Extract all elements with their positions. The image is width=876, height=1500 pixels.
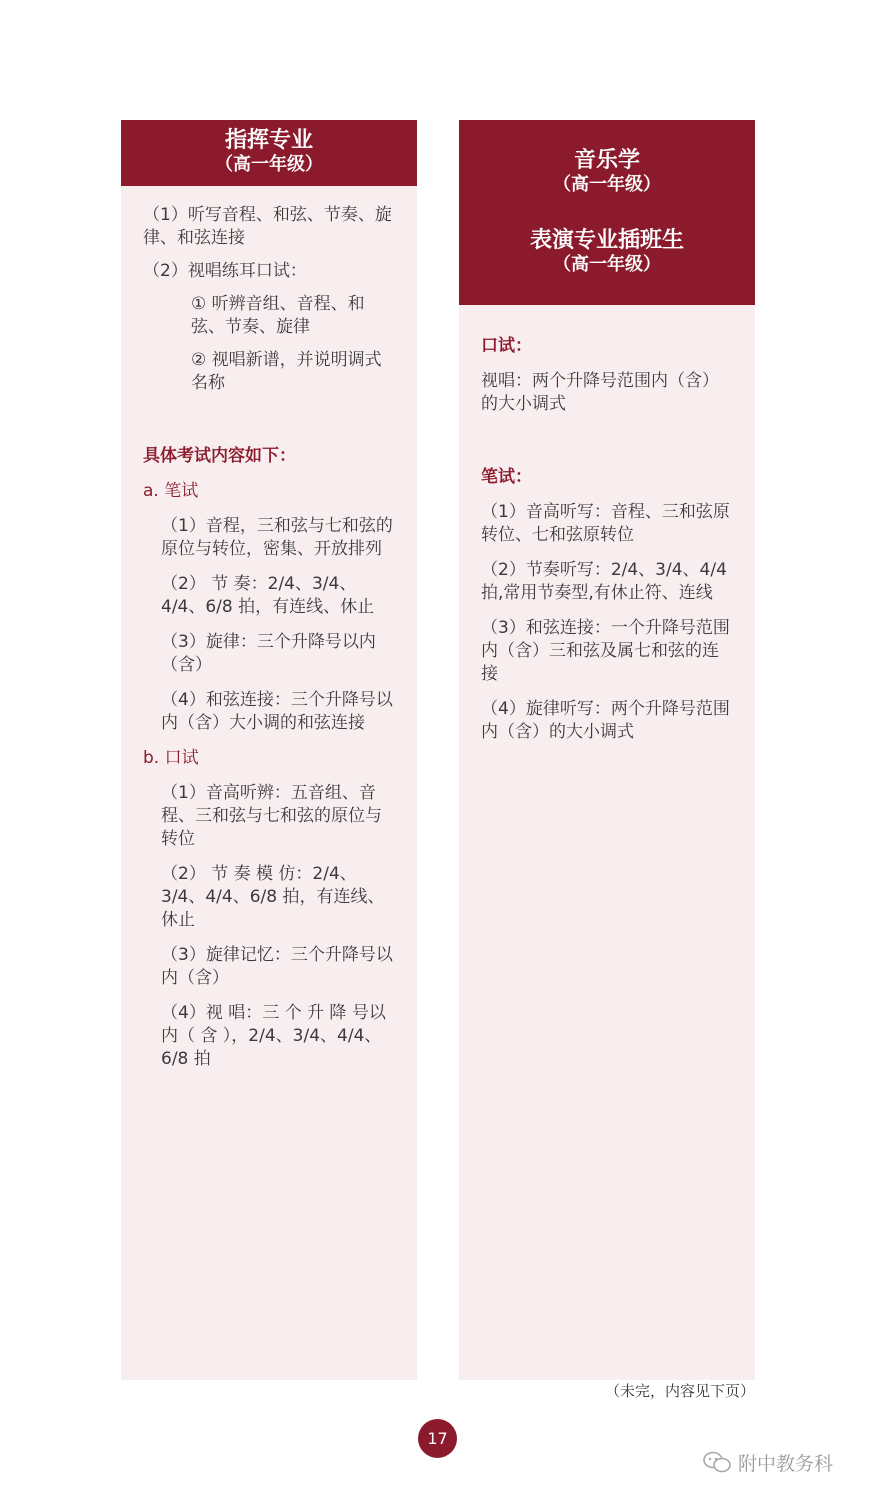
written-item-4: （4）旋律听写：两个升降号范围内（含）的大小调式 [481,699,730,742]
conducting-body [121,204,417,1071]
conducting-subitem-1: ① 听辨音组、音程、和弦、节奏、旋律 [191,294,365,337]
conducting-title: 指挥专业 [224,128,313,153]
watermark-text: 附中教务科 [738,1452,834,1475]
conducting-item-2: （2）视唱练耳口试： [143,261,307,281]
musicology-title: 音乐学 [573,148,640,173]
section-a-item-2: （2） 节 奏：2/4、3/4、4/4、6/8 拍，有连线、休止 [161,574,375,617]
conducting-subitem-2: ② 视唱新谱，并说明调式名称 [191,350,382,393]
conducting-panel [121,120,417,1380]
wechat-icon [702,1450,732,1474]
section-b-item-1: （1）音高听辨：五音组、音程、三和弦与七和弦的原位与转位 [161,783,382,849]
musicology-subtitle: （高一年级） [553,174,661,195]
section-b-item-3: （3）旋律记忆：三个升降号以内（含） [161,945,393,988]
details-heading: 具体考试内容如下： [143,446,296,466]
conducting-header [121,120,417,186]
oral-heading: 口试： [481,336,532,356]
oral-text: 视唱：两个升降号范围内（含）的大小调式 [481,371,719,414]
continued-note: （未完，内容见下页） [604,1382,755,1400]
written-item-2: （2）节奏听写：2/4、3/4、4/4拍,常用节奏型,有休止符、连线 [481,560,727,603]
musicology-panel [459,120,755,1380]
section-b-item-2: （2） 节 奏 模 仿：2/4、3/4、4/4、6/8 拍，有连线、休止 [161,864,385,930]
section-b-heading: b. 口试 [143,748,199,768]
written-heading: 笔试： [481,467,532,487]
transfer-subtitle: （高一年级） [553,254,661,275]
page-number: 17 [418,1419,457,1458]
section-a-heading: a. 笔试 [143,481,199,501]
conducting-subtitle: （高一年级） [215,154,323,175]
section-b-item-4: （4）视 唱：三 个 升 降 号以 内（ 含 ），2/4、3/4、4/4、6/8 拍 [161,1003,386,1069]
musicology-header [459,120,755,305]
conducting-item-1: （1）听写音程、和弦、节奏、旋律、和弦连接 [143,205,392,248]
transfer-title: 表演专业插班生 [529,228,684,253]
section-a-item-3: （3）旋律：三个升降号以内（含） [161,632,376,675]
section-a-item-4: （4）和弦连接：三个升降号以内（含）大小调的和弦连接 [161,690,393,733]
section-a-item-1: （1）音程，三和弦与七和弦的原位与转位，密集、开放排列 [161,516,393,559]
written-item-3: （3）和弦连接：一个升降号范围内（含）三和弦及属七和弦的连接 [481,618,730,684]
written-item-1: （1）音高听写：音程、三和弦原转位、七和弦原转位 [481,502,730,545]
musicology-body [459,335,755,744]
watermark [702,1448,833,1476]
